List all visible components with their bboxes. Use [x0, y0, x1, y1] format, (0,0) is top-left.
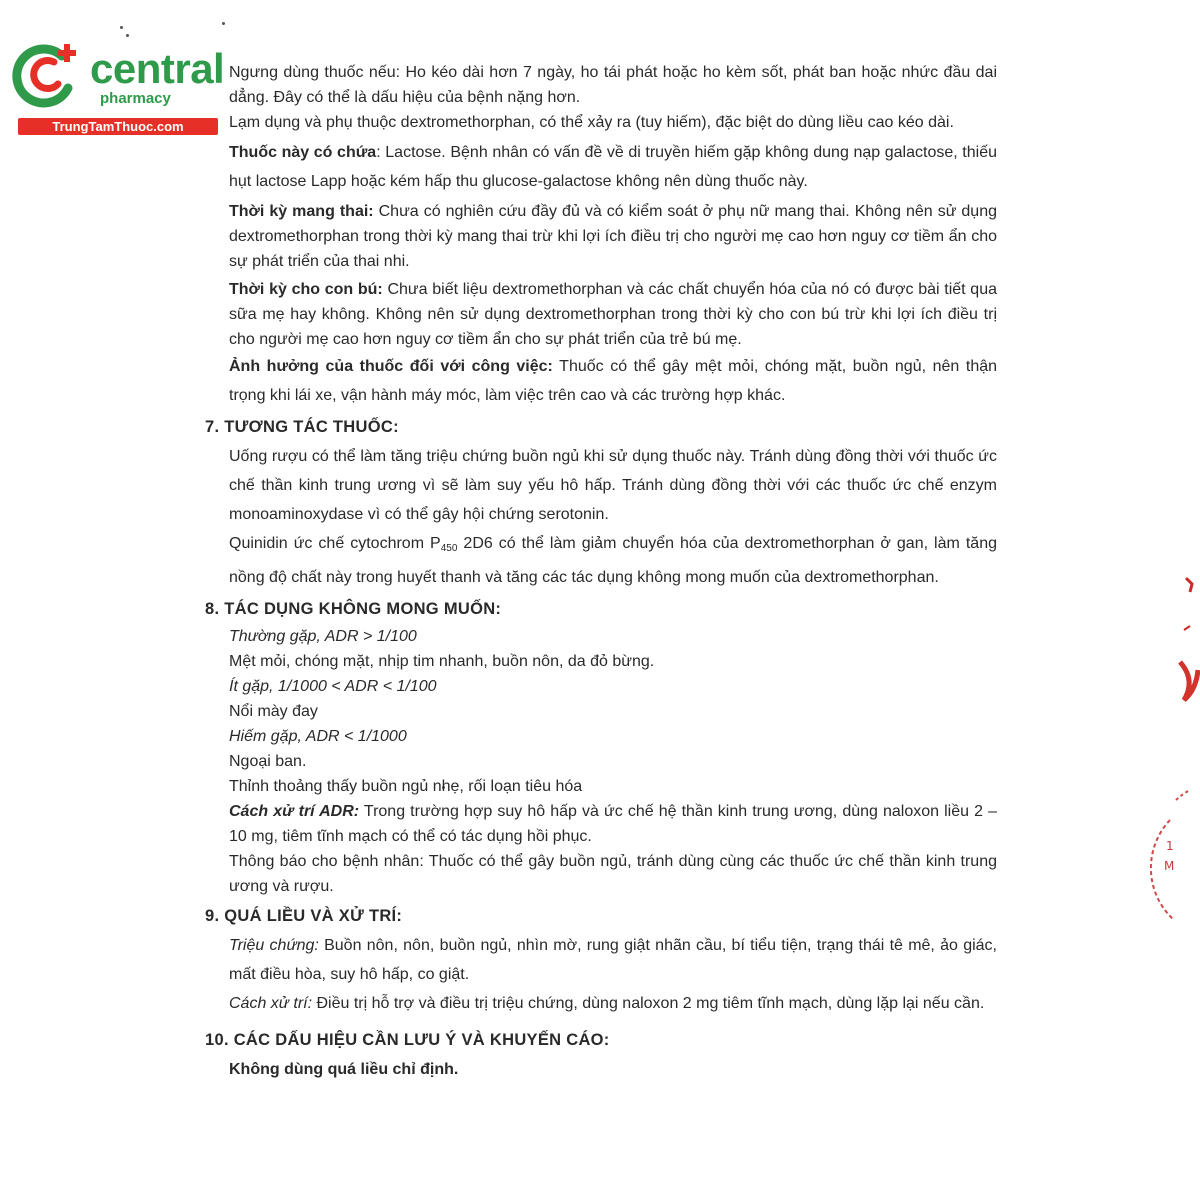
pharmacy-cross-logo-icon: [10, 38, 82, 110]
rare-effects-1: Ngoại ban.: [229, 753, 307, 770]
work-text: Thuốc có thể gây mệt mỏi, chóng mặt, buồn ngủ, nên thận trọng khi lái xe, vận hành máy móc, làm việc trên cao và các trường hợp khác.: [229, 358, 998, 404]
common-effects: Mệt mỏi, chóng mặt, nhịp tim nhanh, buồn nôn, da đỏ bừng.: [229, 653, 655, 670]
overdose-treatment-paragraph: [229, 989, 997, 1018]
pregnancy-text: Chưa có nghiên cứu đầy đủ và có kiểm soát ở phụ nữ mang thai. Không nên sử dụng dextromethorphan trong thời kỳ mang thai trừ khi lợi ích điều trị cho người mẹ cao hơn nguy cơ tiềm ẩn cho sự phát triển của thai nhi.: [229, 203, 997, 270]
adr-handling-text: Trong trường hợp suy hô hấp và ức chế hệ thần kinh trung ương, dùng naloxon liều 2 – 10 mg, tiêm tĩnh mạch có thể có tác dụng hồi phục.: [229, 803, 997, 845]
lactose-paragraph: [229, 138, 997, 196]
adr-handling-label: Cách xử trí ADR:: [229, 803, 360, 820]
lactose-label: Thuốc này có chứa: [229, 144, 377, 161]
central-pharmacy-logo: [10, 38, 225, 138]
work-label: Ảnh hưởng của thuốc đối với công việc:: [229, 358, 553, 375]
common-frequency-label: Thường gặp, ADR > 1/100: [229, 628, 417, 645]
logo-wordmark: central: [90, 45, 225, 92]
dosage-warning: Không dùng quá liều chỉ định.: [229, 1061, 459, 1078]
interaction-text-b: 2D6 có thể làm giảm chuyển hóa của dextromethorphan ở gan, làm tăng nồng độ chất này trong huyết thanh và tăng các tác dụng không mong muốn của dextromethorphan.: [229, 535, 997, 586]
patient-notice: Thông báo cho bệnh nhân: Thuốc có thể gây buồn ngủ, tránh dùng cùng các thuốc ức chế thần kinh trung ương và rượu.: [229, 853, 997, 895]
interaction-paragraph-1: Uống rượu có thể làm tăng triệu chứng buồn ngủ khi sử dụng thuốc này. Tránh dùng đồng thời với thuốc ức chế thần kinh trung ương vì sẽ làm suy yếu hô hấp. Tránh dùng đồng thời với các thuốc ức chế enzym monoaminoxydase vì có thể gây hội chứng serotonin.: [229, 448, 997, 523]
section-7-heading: 7. TƯƠNG TÁC THUỐC:: [205, 418, 399, 436]
cytochrome-subscript: 450: [440, 543, 458, 554]
stop-use-paragraph: Ngưng dùng thuốc nếu: Ho kéo dài hơn 7 ngày, ho tái phát hoặc ho kèm sốt, phát ban hoặc nhức đầu dai dẳng. Đây có thể là dấu hiệu của bệnh nặng hơn.: [229, 64, 997, 106]
symptoms-text: Buồn nôn, nôn, buồn ngủ, nhìn mờ, rung giật nhãn cầu, bí tiểu tiện, trạng thái tê mê, ảo giác, mất điều hòa, suy hô hấp, co giật.: [229, 937, 997, 983]
symptoms-label: Triệu chứng:: [229, 937, 319, 954]
pregnancy-paragraph: [229, 199, 997, 274]
rare-effects-2: Thỉnh thoảng thấy buồn ngủ nhẹ, rối loạn tiêu hóa: [229, 778, 583, 795]
pregnancy-label: Thời kỳ mang thai:: [229, 203, 374, 220]
treatment-label: Cách xử trí:: [229, 995, 313, 1012]
leaflet-page: [205, 60, 997, 1082]
overdose-symptoms-paragraph: [229, 931, 997, 989]
svg-text:M: M: [1164, 859, 1175, 873]
interaction-paragraph-2: [229, 529, 997, 592]
interaction-text-a: Quinidin ức chế cytochrom P: [229, 535, 441, 552]
adr-handling-paragraph: [229, 799, 997, 849]
section-9-heading: 9. QUÁ LIỀU VÀ XỬ TRÍ:: [205, 907, 403, 925]
svg-text:1: 1: [1166, 839, 1174, 853]
red-stamp-fragment-icon: [1140, 570, 1200, 950]
logo-website-banner: TrungTamThuoc.com: [18, 118, 218, 135]
lactation-text: Chưa biết liệu dextromethorphan và các chất chuyển hóa của nó có được bài tiết qua sữa mẹ hay không. Không nên sử dụng dextromethorphan trong thời kỳ cho con bú trừ khi lợi ích điều trị cho người mẹ cao hơn nguy cơ tiềm ẩn cho sự phát triển của trẻ bú mẹ.: [229, 281, 998, 348]
rare-frequency-label: Hiếm gặp, ADR < 1/1000: [229, 728, 407, 745]
lactation-paragraph: [229, 277, 997, 352]
uncommon-frequency-label: Ít gặp, 1/1000 < ADR < 1/100: [229, 678, 437, 695]
abuse-paragraph: Lạm dụng và phụ thuộc dextromethorphan, có thể xảy ra (tuy hiếm), đặc biệt do dùng liều cao kéo dài.: [229, 114, 954, 131]
lactose-text: : Lactose. Bệnh nhân có vấn đề về di truyền hiếm gặp không dung nạp galactose, thiếu hụt lactose Lapp hoặc kém hấp thu glucose-galactose không nên dùng thuốc này.: [229, 144, 998, 190]
uncommon-effects: Nổi mày đay: [229, 703, 318, 720]
section-8-heading: 8. TÁC DỤNG KHÔNG MONG MUỐN:: [205, 600, 502, 618]
work-paragraph: [229, 352, 997, 410]
treatment-text: Điều trị hỗ trợ và điều trị triệu chứng, dùng naloxon 2 mg tiêm tĩnh mạch, dùng lặp lại nếu cần.: [312, 995, 985, 1012]
section-10-heading: 10. CÁC DẤU HIỆU CẦN LƯU Ý VÀ KHUYẾN CÁO:: [205, 1031, 610, 1049]
logo-subtitle: pharmacy: [100, 90, 171, 107]
lactation-label: Thời kỳ cho con bú:: [229, 281, 383, 298]
